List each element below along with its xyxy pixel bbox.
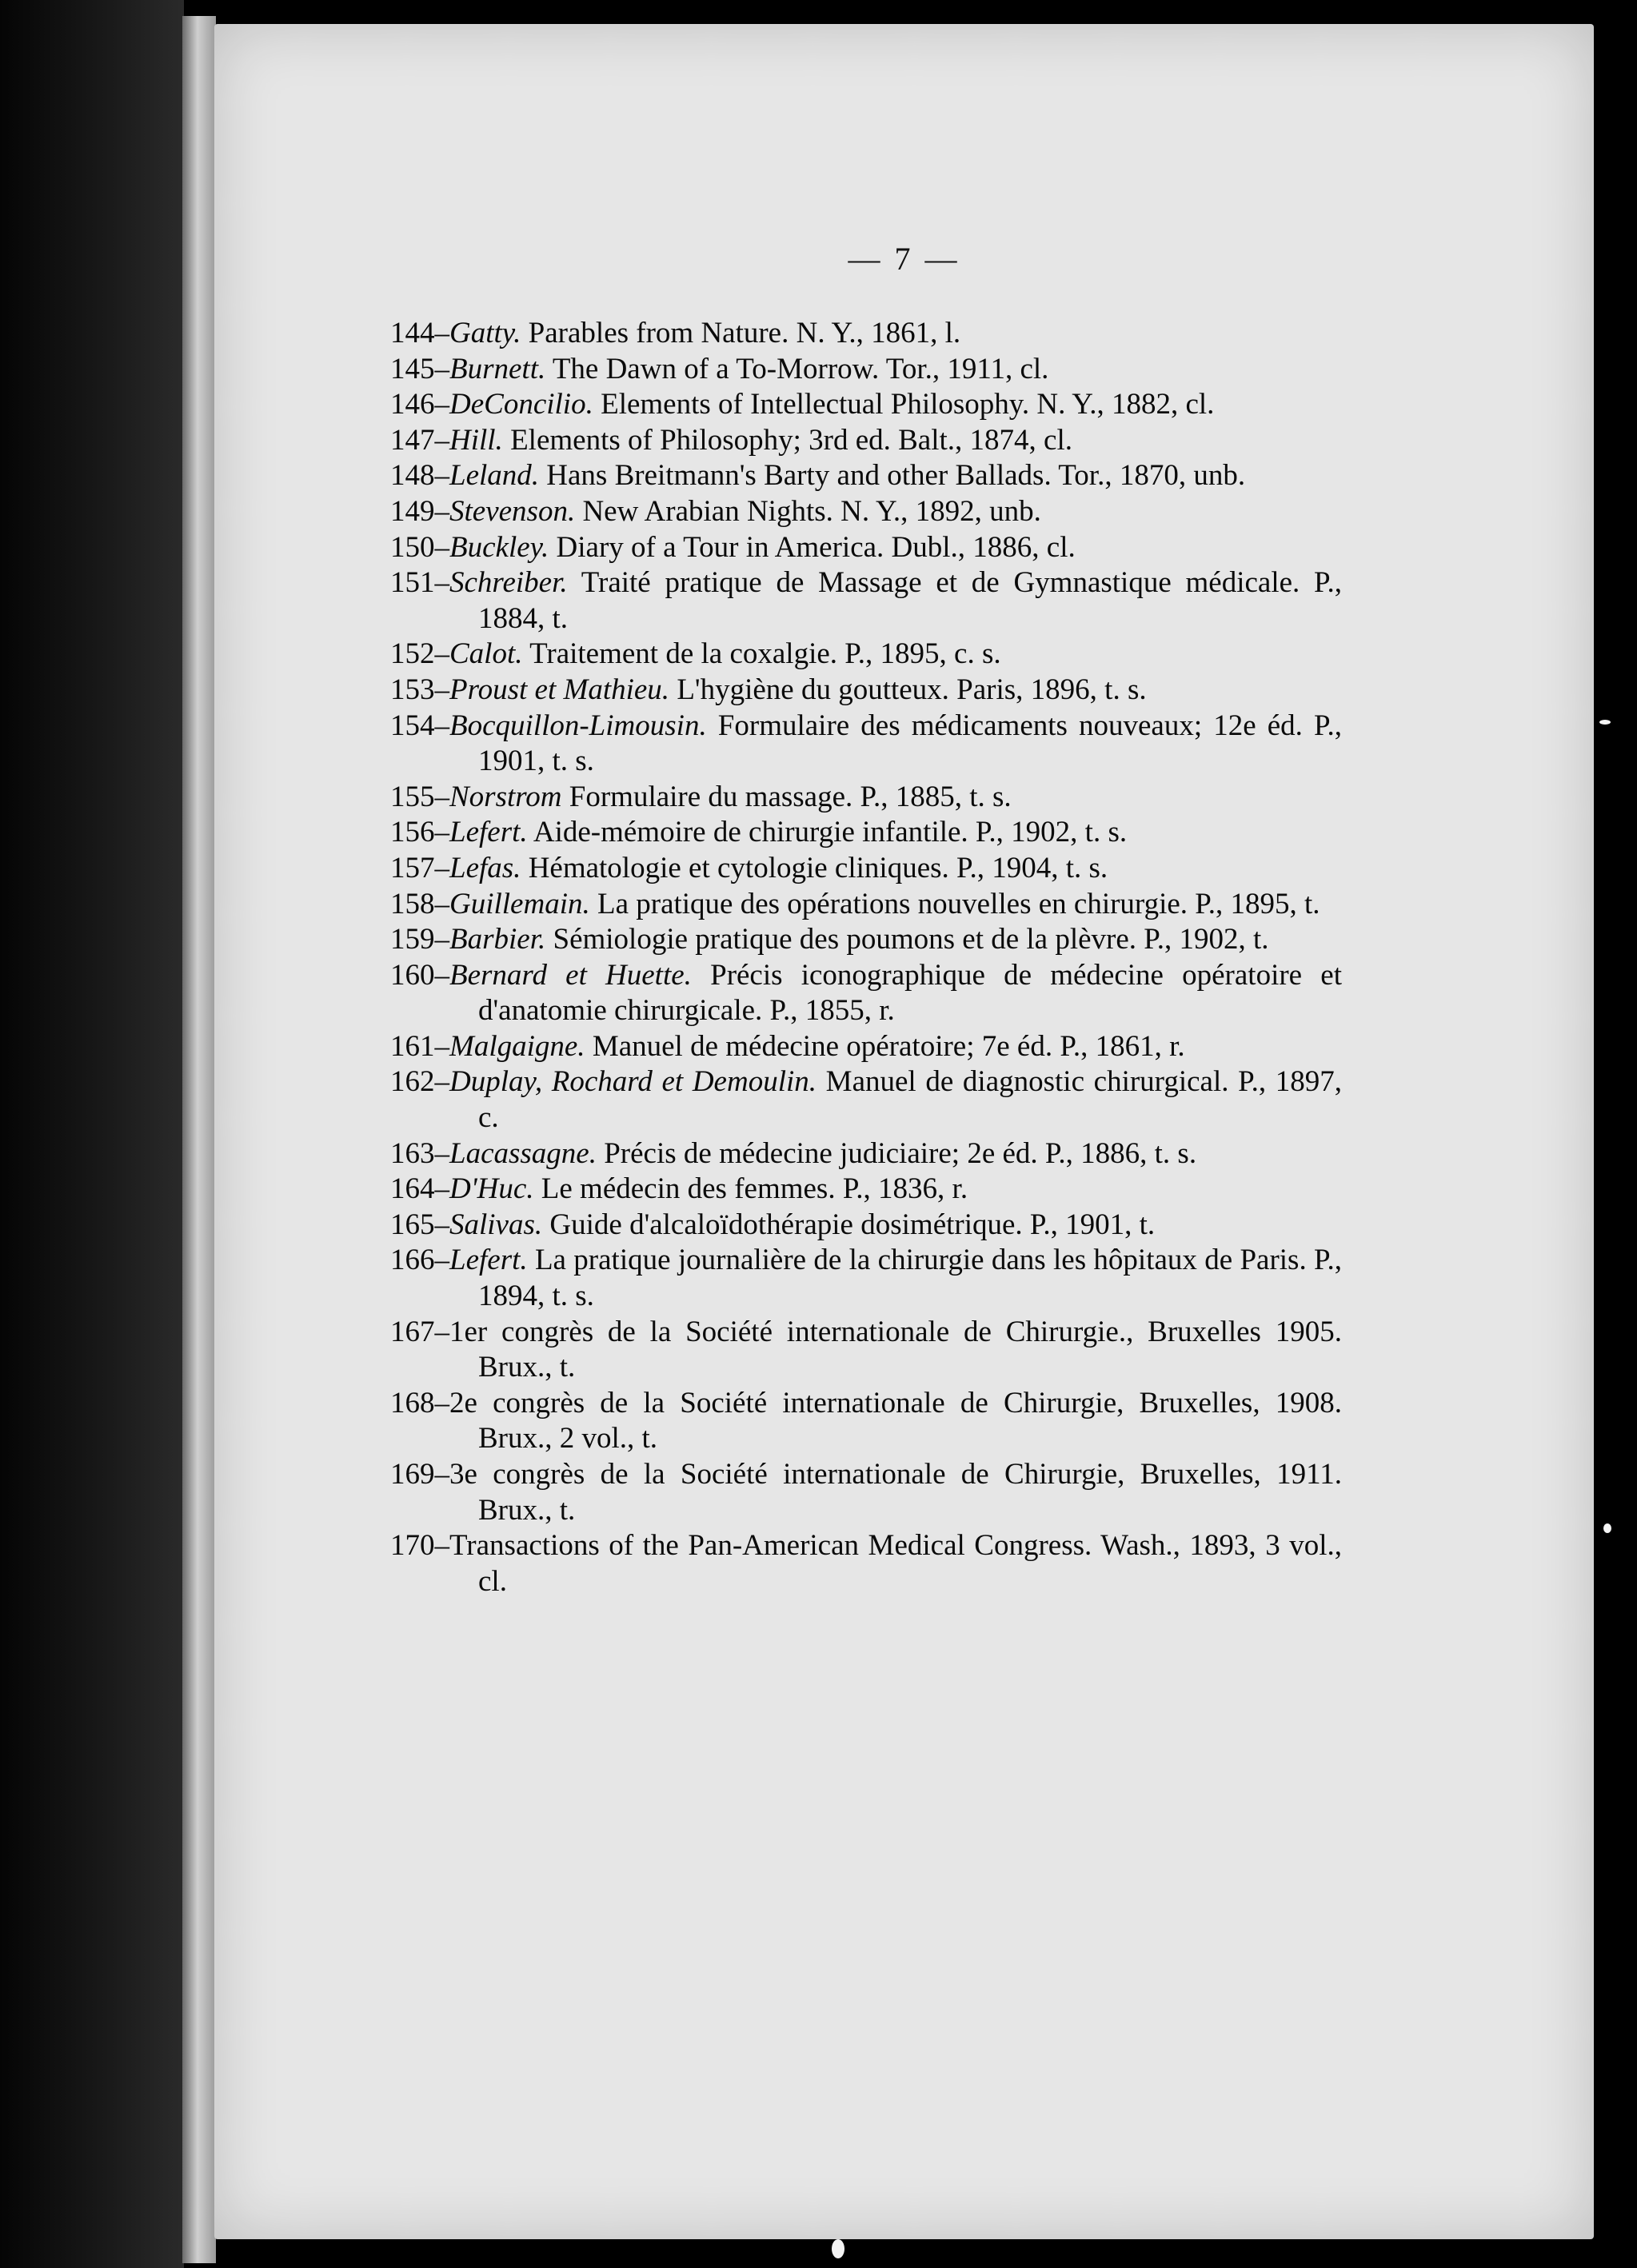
entry-author: Burnett. bbox=[449, 352, 546, 385]
book-spine-edge bbox=[182, 16, 216, 2263]
entry-description: 3e congrès de la Société internationale de Chirurgie, Bruxelles, 1911. Brux., t. bbox=[449, 1458, 1342, 1527]
catalog-entry bbox=[390, 1243, 1342, 1314]
entry-author: Proust et Mathieu. bbox=[449, 673, 670, 706]
catalog-entry bbox=[390, 565, 1342, 637]
entry-number: 154– bbox=[390, 709, 449, 742]
catalog-entry bbox=[390, 851, 1342, 887]
catalog-entry bbox=[390, 1172, 1342, 1208]
entry-author: Lefert. bbox=[449, 816, 528, 849]
entry-description: Elements of Intellectual Philosophy. N. Y., 1882, cl. bbox=[593, 388, 1215, 421]
catalog-entry bbox=[390, 423, 1342, 459]
scan-speck bbox=[1603, 1523, 1611, 1533]
entry-description: 1er congrès de la Société internationale de Chirurgie., Bruxelles 1905. Brux., t. bbox=[449, 1315, 1342, 1384]
catalog-entry bbox=[390, 1208, 1342, 1244]
entry-author: Gatty. bbox=[449, 317, 521, 349]
entry-description: Formulaire du massage. P., 1885, t. s. bbox=[561, 780, 1012, 813]
entry-description: La pratique des opérations nouvelles en chirurgie. P., 1895, t. bbox=[589, 887, 1320, 920]
entry-description: Elements of Philosophy; 3rd ed. Balt., 1874, cl. bbox=[502, 423, 1072, 457]
catalog-entry bbox=[390, 673, 1342, 709]
catalog-entry bbox=[390, 922, 1342, 958]
entry-description: Précis de médecine judiciaire; 2e éd. P., 1886, t. s. bbox=[596, 1136, 1197, 1170]
entry-description: Sémiologie pratique des poumons et de la plèvre. P., 1902, t. bbox=[545, 923, 1269, 956]
entry-number: 146– bbox=[390, 388, 449, 421]
entry-number: 149– bbox=[390, 494, 449, 528]
entry-description: 2e congrès de la Société internationale de Chirurgie, Bruxelles, 1908. Brux., 2 vol., t. bbox=[449, 1386, 1342, 1455]
entry-description: Précis iconographique de médecine opératoire et d'anatomie chirurgicale. P., 1855, r. bbox=[478, 958, 1342, 1028]
catalog-entry bbox=[390, 1064, 1342, 1136]
entry-description: Transactions of the Pan-American Medical Congress. Wash., 1893, 3 vol., cl. bbox=[449, 1529, 1342, 1598]
entry-author: Hill. bbox=[449, 423, 503, 457]
entry-author: Buckley. bbox=[449, 530, 549, 564]
catalog-entry bbox=[390, 387, 1342, 423]
entry-author: Salivas. bbox=[449, 1208, 543, 1241]
entry-author: Lacassagne. bbox=[449, 1136, 597, 1170]
entry-number: 161– bbox=[390, 1029, 449, 1063]
catalog-entry-list bbox=[390, 316, 1342, 1599]
entry-description: Le médecin des femmes. P., 1836, r. bbox=[533, 1172, 968, 1206]
entry-author: DeConcilio. bbox=[449, 388, 593, 421]
entry-description: Hans Breitmann's Barty and other Ballads. Tor., 1870, unb. bbox=[539, 459, 1246, 493]
entry-author: Lefert. bbox=[449, 1244, 528, 1277]
entry-number: 159– bbox=[390, 923, 449, 956]
entry-description: Formulaire des médicaments nouveaux; 12e éd. P., 1901, t. s. bbox=[478, 709, 1342, 778]
entry-number: 144– bbox=[390, 317, 449, 349]
entry-description: Manuel de diagnostic chirurgical. P., 1897, c. bbox=[478, 1065, 1342, 1135]
entry-description: Diary of a Tour in America. Dubl., 1886, cl. bbox=[549, 530, 1076, 564]
catalog-entry bbox=[390, 316, 1342, 352]
entry-author: Bocquillon-Limousin. bbox=[449, 709, 707, 742]
entry-author: Calot. bbox=[449, 637, 523, 671]
catalog-entry bbox=[390, 958, 1342, 1029]
entry-number: 155– bbox=[390, 780, 449, 813]
entry-number: 170– bbox=[390, 1529, 449, 1563]
entry-number: 158– bbox=[390, 887, 449, 920]
scan-speck bbox=[1599, 720, 1611, 725]
entry-author: D'Huc. bbox=[449, 1172, 534, 1206]
entry-author: Leland. bbox=[449, 459, 540, 493]
entry-number: 160– bbox=[390, 958, 449, 992]
catalog-entry bbox=[390, 494, 1342, 530]
entry-description: The Dawn of a To-Morrow. Tor., 1911, cl. bbox=[545, 352, 1049, 385]
entry-description: New Arabian Nights. N. Y., 1892, unb. bbox=[575, 494, 1041, 528]
entry-description: Traité pratique de Massage et de Gymnastique médicale. P., 1884, t. bbox=[478, 566, 1342, 635]
entry-number: 150– bbox=[390, 530, 449, 564]
entry-author: Stevenson. bbox=[449, 494, 576, 528]
entry-author: Schreiber. bbox=[449, 566, 568, 600]
entry-author: Barbier. bbox=[449, 923, 546, 956]
catalog-entry bbox=[390, 637, 1342, 673]
entry-description: Hématologie et cytologie cliniques. P., 1904, t. s. bbox=[521, 851, 1108, 884]
entry-number: 166– bbox=[390, 1244, 449, 1277]
entry-number: 145– bbox=[390, 352, 449, 385]
catalog-entry bbox=[390, 1457, 1342, 1528]
entry-description: Parables from Nature. N. Y., 1861, l. bbox=[521, 317, 961, 349]
catalog-entry bbox=[390, 1386, 1342, 1457]
catalog-entry bbox=[390, 352, 1342, 388]
entry-number: 164– bbox=[390, 1172, 449, 1206]
page-number: — 7 — bbox=[848, 241, 960, 277]
entry-number: 162– bbox=[390, 1065, 449, 1099]
catalog-entry bbox=[390, 1136, 1342, 1172]
catalog-entry bbox=[390, 1315, 1342, 1386]
entry-author: Lefas. bbox=[449, 851, 521, 884]
entry-number: 151– bbox=[390, 566, 449, 600]
catalog-entry bbox=[390, 1528, 1342, 1599]
entry-description: Manuel de médecine opératoire; 7e éd. P., 1861, r. bbox=[585, 1029, 1185, 1063]
entry-author: Duplay, Rochard et Demoulin. bbox=[449, 1065, 817, 1099]
entry-number: 165– bbox=[390, 1208, 449, 1241]
entry-author: Guillemain. bbox=[449, 887, 590, 920]
entry-number: 152– bbox=[390, 637, 449, 671]
entry-number: 168– bbox=[390, 1386, 449, 1419]
entry-author: Norstrom bbox=[449, 780, 562, 813]
catalog-entry bbox=[390, 780, 1342, 816]
entry-description: L'hygiène du goutteux. Paris, 1896, t. s. bbox=[669, 673, 1147, 706]
entry-number: 169– bbox=[390, 1458, 449, 1491]
catalog-entry bbox=[390, 887, 1342, 923]
entry-description: Aide-mémoire de chirurgie infantile. P., 1902, t. s. bbox=[527, 816, 1128, 849]
entry-author: Bernard et Huette. bbox=[449, 958, 692, 992]
entry-number: 163– bbox=[390, 1136, 449, 1170]
entry-number: 147– bbox=[390, 423, 449, 457]
entry-description: La pratique journalière de la chirurgie dans les hôpitaux de Paris. P., 1894, t. s. bbox=[478, 1244, 1342, 1313]
catalog-entry bbox=[390, 709, 1342, 780]
entry-number: 153– bbox=[390, 673, 449, 706]
entry-description: Guide d'alcaloïdothérapie dosimétrique. P., 1901, t. bbox=[542, 1208, 1156, 1241]
entry-author: Malgaigne. bbox=[449, 1029, 585, 1063]
scan-speck bbox=[832, 2239, 844, 2258]
entry-description: Traitement de la coxalgie. P., 1895, c. s. bbox=[522, 637, 1001, 671]
previous-page-edge bbox=[0, 0, 184, 2268]
entry-number: 148– bbox=[390, 459, 449, 493]
catalog-entry bbox=[390, 1029, 1342, 1065]
catalog-entry bbox=[390, 815, 1342, 851]
entry-number: 167– bbox=[390, 1315, 449, 1348]
book-page bbox=[214, 24, 1594, 2239]
entry-number: 157– bbox=[390, 851, 449, 884]
catalog-entry bbox=[390, 458, 1342, 494]
entry-number: 156– bbox=[390, 816, 449, 849]
catalog-entry bbox=[390, 530, 1342, 566]
